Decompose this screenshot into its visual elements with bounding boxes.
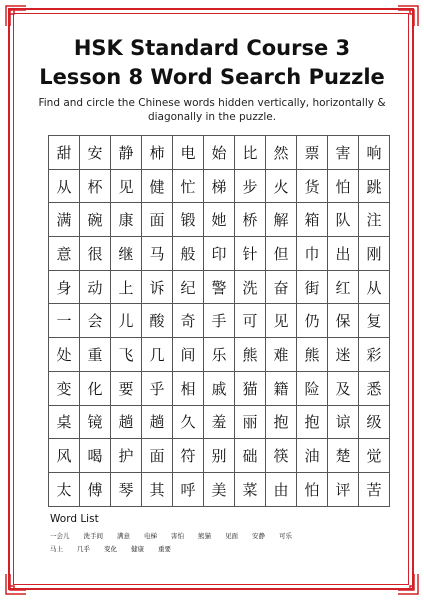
grid-cell[interactable]: 忙 [173,169,204,203]
grid-cell[interactable]: 险 [297,371,328,405]
grid-cell[interactable]: 及 [328,371,359,405]
grid-cell[interactable]: 苦 [359,472,390,506]
word-list-title: Word List [50,513,99,525]
grid-cell[interactable]: 见 [266,304,297,338]
grid-cell[interactable]: 丽 [235,405,266,439]
grid-cell[interactable]: 身 [49,270,80,304]
grid-cell[interactable]: 从 [49,169,80,203]
grid-cell[interactable]: 奇 [173,304,204,338]
grid-cell[interactable]: 洗 [235,270,266,304]
grid-cell[interactable]: 红 [328,270,359,304]
grid-cell[interactable]: 解 [266,203,297,237]
grid-cell[interactable]: 锻 [173,203,204,237]
grid-cell[interactable]: 面 [142,439,173,473]
grid-cell[interactable]: 要 [111,371,142,405]
grid-row [49,270,390,304]
grid-cell[interactable]: 面 [142,203,173,237]
grid-cell[interactable]: 几 [142,338,173,372]
word-search-grid [48,135,390,507]
grid-cell[interactable]: 桥 [235,203,266,237]
grid-cell[interactable]: 始 [204,136,235,170]
grid-cell[interactable]: 抱 [297,405,328,439]
grid-cell[interactable]: 柿 [142,136,173,170]
grid-cell[interactable]: 保 [328,304,359,338]
grid-cell[interactable]: 仍 [297,304,328,338]
grid-cell[interactable]: 趟 [111,405,142,439]
grid-cell[interactable]: 印 [204,237,235,271]
title-line-1: HSK Standard Course 3 [73,36,351,60]
grid-cell[interactable]: 重 [80,338,111,372]
grid-cell[interactable]: 抱 [266,405,297,439]
grid-cell[interactable]: 继 [111,237,142,271]
grid-cell[interactable]: 跳 [359,169,390,203]
grid-cell[interactable]: 久 [173,405,204,439]
grid-cell[interactable]: 础 [235,439,266,473]
grid-cell[interactable]: 琴 [111,472,142,506]
grid-cell[interactable]: 刚 [359,237,390,271]
grid-cell[interactable]: 箱 [297,203,328,237]
word-list-item: 安静 [252,532,265,540]
grid-cell[interactable]: 见 [111,169,142,203]
grid-cell[interactable]: 从 [359,270,390,304]
grid-cell[interactable]: 乐 [204,338,235,372]
grid-row [49,472,390,506]
grid-cell[interactable]: 变 [49,371,80,405]
grid-cell[interactable]: 街 [297,270,328,304]
grid-cell[interactable]: 傅 [80,472,111,506]
grid-row [49,169,390,203]
grid-cell[interactable]: 猫 [235,371,266,405]
grid-cell[interactable]: 趟 [142,405,173,439]
instructions [30,96,394,124]
grid-cell[interactable]: 乎 [142,371,173,405]
grid-cell[interactable]: 符 [173,439,204,473]
grid-cell[interactable]: 评 [328,472,359,506]
grid-cell[interactable]: 化 [80,371,111,405]
grid-cell[interactable]: 相 [173,371,204,405]
grid-cell[interactable]: 纪 [173,270,204,304]
grid-cell[interactable]: 一 [49,304,80,338]
word-list-item: 满意 [117,532,130,540]
grid-cell[interactable]: 油 [297,439,328,473]
grid-row [49,371,390,405]
grid-cell[interactable]: 戚 [204,371,235,405]
grid-cell[interactable]: 风 [49,439,80,473]
grid-cell[interactable]: 由 [266,472,297,506]
grid-cell[interactable]: 别 [204,439,235,473]
grid-cell[interactable]: 熊 [235,338,266,372]
word-list-row-2 [50,544,390,553]
grid-cell[interactable]: 出 [328,237,359,271]
grid-cell[interactable]: 步 [235,169,266,203]
grid-cell[interactable]: 针 [235,237,266,271]
word-list-row-1 [50,531,390,540]
grid-cell[interactable]: 镜 [80,405,111,439]
grid-cell[interactable]: 马 [142,237,173,271]
word-list-item: 洗手间 [83,532,103,540]
grid-cell[interactable]: 怕 [328,169,359,203]
grid-cell[interactable]: 火 [266,169,297,203]
grid-cell[interactable]: 筷 [266,439,297,473]
grid-cell[interactable]: 复 [359,304,390,338]
grid-row [49,439,390,473]
grid-cell[interactable]: 很 [80,237,111,271]
grid-cell[interactable]: 喝 [80,439,111,473]
grid-cell[interactable]: 电 [173,136,204,170]
grid-cell[interactable]: 上 [111,270,142,304]
grid-cell[interactable]: 安 [80,136,111,170]
corner-ornament-icon [5,573,27,595]
grid-cell[interactable]: 甜 [49,136,80,170]
grid-cell[interactable]: 然 [266,136,297,170]
grid-cell[interactable]: 怕 [297,472,328,506]
grid-cell[interactable]: 但 [266,237,297,271]
grid-cell[interactable]: 比 [235,136,266,170]
grid-row [49,203,390,237]
instructions-line-1: Find and circle the Chinese words hidden vertically, horizontally & [38,97,386,109]
word-list-item: 熊猫 [198,532,211,540]
word-list-item: 健康 [131,545,144,553]
page-title [20,34,404,92]
grid-cell[interactable]: 康 [111,203,142,237]
grid-cell[interactable]: 手 [204,304,235,338]
grid-cell[interactable]: 悉 [359,371,390,405]
grid-cell[interactable]: 注 [359,203,390,237]
grid-cell[interactable]: 处 [49,338,80,372]
word-list-item: 马上 [50,545,63,553]
grid-cell[interactable]: 害 [328,136,359,170]
grid-cell[interactable]: 她 [204,203,235,237]
grid-cell[interactable]: 动 [80,270,111,304]
word-list-item: 电梯 [144,532,157,540]
grid-cell[interactable]: 意 [49,237,80,271]
word-list-item: 变化 [104,545,117,553]
grid-cell[interactable]: 满 [49,203,80,237]
grid-cell[interactable]: 健 [142,169,173,203]
title-line-2: Lesson 8 Word Search Puzzle [39,65,385,89]
grid-cell[interactable]: 静 [111,136,142,170]
grid-cell[interactable]: 碗 [80,203,111,237]
grid-cell[interactable]: 可 [235,304,266,338]
grid-cell[interactable]: 羞 [204,405,235,439]
grid-row [49,136,390,170]
grid-cell[interactable]: 响 [359,136,390,170]
grid-cell[interactable]: 奋 [266,270,297,304]
grid-cell[interactable]: 难 [266,338,297,372]
grid-cell[interactable]: 美 [204,472,235,506]
grid-cell[interactable]: 梯 [204,169,235,203]
word-list-item: 见面 [225,532,238,540]
corner-ornament-icon [397,573,419,595]
grid-cell[interactable]: 会 [80,304,111,338]
grid-cell[interactable]: 觉 [359,439,390,473]
grid-cell[interactable]: 呼 [173,472,204,506]
grid-cell[interactable]: 巾 [297,237,328,271]
grid-cell[interactable]: 太 [49,472,80,506]
grid-cell[interactable]: 级 [359,405,390,439]
grid-row [49,304,390,338]
grid-cell[interactable]: 桌 [49,405,80,439]
grid-cell[interactable]: 货 [297,169,328,203]
grid-cell[interactable]: 其 [142,472,173,506]
grid-cell[interactable]: 票 [297,136,328,170]
word-list-item: 害怕 [171,532,184,540]
corner-ornament-icon [397,5,419,27]
grid-cell[interactable]: 诉 [142,270,173,304]
grid-cell[interactable]: 间 [173,338,204,372]
grid-cell[interactable]: 迷 [328,338,359,372]
grid-row [49,405,390,439]
instructions-line-2: diagonally in the puzzle. [147,111,277,123]
word-list-item: 可乐 [279,532,292,540]
grid-row [49,237,390,271]
grid-cell[interactable]: 飞 [111,338,142,372]
grid-cell[interactable]: 护 [111,439,142,473]
grid-cell[interactable]: 酸 [142,304,173,338]
grid-cell[interactable]: 警 [204,270,235,304]
grid-cell[interactable]: 儿 [111,304,142,338]
word-list-item: 一会儿 [50,532,70,540]
grid-cell[interactable]: 队 [328,203,359,237]
grid-cell[interactable]: 谅 [328,405,359,439]
grid-cell[interactable]: 熊 [297,338,328,372]
grid-cell[interactable]: 菜 [235,472,266,506]
word-list-item: 重要 [158,545,171,553]
grid-cell[interactable]: 籍 [266,371,297,405]
word-list-item: 几乎 [77,545,90,553]
grid-cell[interactable]: 杯 [80,169,111,203]
grid-row [49,338,390,372]
corner-ornament-icon [5,5,27,27]
grid-cell[interactable]: 楚 [328,439,359,473]
grid-cell[interactable]: 彩 [359,338,390,372]
grid-cell[interactable]: 般 [173,237,204,271]
